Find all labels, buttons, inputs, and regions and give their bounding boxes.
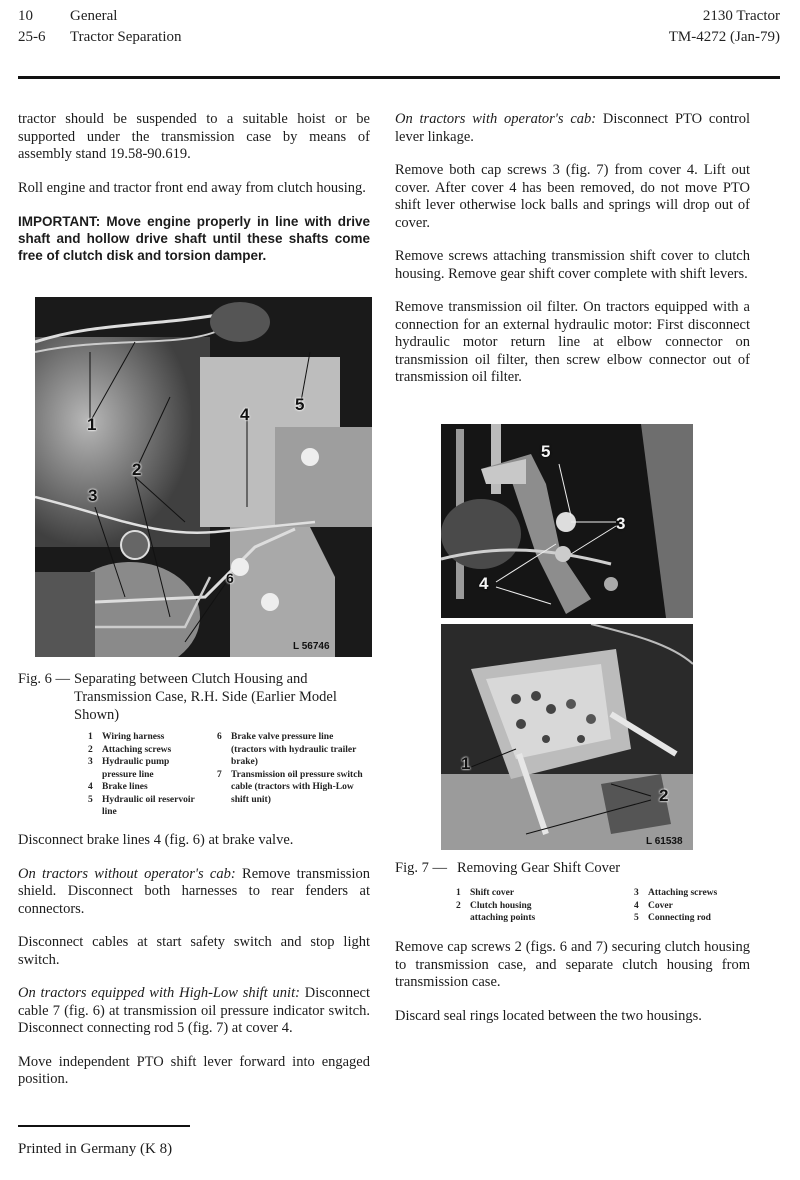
header-manual-code: TM-4272 (Jan-79) [668,29,780,45]
paragraph-roll-engine: Roll engine and tractor front end away from clutch housing. [18,179,366,196]
header-page-number: 25-6 [18,29,46,45]
fig6-callout-1: 1 [87,415,97,434]
important-note [18,213,370,264]
left-column-bottom [18,832,370,1105]
fig6-callout-4: 4 [240,405,250,424]
figure6-photo [35,297,372,657]
header-rule [18,76,780,79]
paragraph-high-low: On tractors equipped with High-Low shift unit: Disconnect cable 7 (fig. 6) at transmission oil pressure indicator switch. Disconnect connecting rod 5 (fig. 7) at cover 4. [18,985,370,1036]
legend-item: 1 Wiring harness [88,732,165,742]
fig7-callout-2: 2 [659,786,669,805]
fig7-photo-code: L 61538 [646,836,683,847]
fig6-callout-2: 2 [132,460,142,479]
legend-item: 5 Connecting rod [634,913,711,923]
legend-item: 3 Hydraulic pump pressure line [88,757,170,780]
paragraph-seal-rings: Discard seal rings located between the two housings. [395,1007,702,1024]
paragraph-oil-filter: Remove transmission oil filter. On tractors equipped with a connection for an external hydraulic motor: First disconnect hydraulic motor return line at elbow connector on transmission oil filter, then screw elbow connector out of transmission oil filter. [395,299,750,385]
figure6-legend-right [217,731,367,806]
important-label: IMPORTANT: [18,214,101,229]
paragraph-without-cab: On tractors without operator's cab: Remove transmission shield. Disconnect both harnesses to rear fenders at connectors. [18,865,370,917]
figure6-label: Fig. 6 — [18,671,70,687]
fig7-callout-1: 1 [461,754,471,773]
fig7-callout-3: 3 [616,514,626,533]
paragraph-safety-switch: Disconnect cables at start safety switch and stop light switch. [18,934,370,968]
fig6-callout-5: 5 [295,395,305,414]
legend-item: 6 Brake valve pressure line (tractors with hydraulic trailer brake) [217,732,357,767]
figure7-legend-left [456,887,566,925]
footer-rule [18,1125,190,1127]
figure7-caption [395,859,750,877]
fig6-callout-3: 3 [88,486,98,505]
paragraph-brake-lines: Disconnect brake lines 4 (fig. 6) at brake valve. [18,832,294,848]
header-page-title: Tractor Separation [70,29,182,45]
important-text: Move engine properly in line with drive shaft and hollow drive shaft until these shafts come free of clutch disk and torsion damper. [18,214,370,263]
figure7-photo-top [441,424,693,618]
figure6-caption-text: Separating between Clutch Housing and Transmission Case, R.H. Side (Earlier Model Shown) [74,671,337,723]
figure6-legend-left [88,731,206,819]
legend-item: 4 Brake lines [88,782,148,792]
fig6-photo-code: L 56746 [293,641,330,652]
right-column-bottom [395,939,750,1041]
fig7-callout-4: 4 [479,574,489,593]
header-section-number: 10 [18,8,33,24]
figure7-label: Fig. 7 — [395,860,447,876]
footer-print-note: Printed in Germany (K 8) [18,1141,173,1157]
header-section-title: General [70,8,118,24]
figure7-caption-text: Removing Gear Shift Cover [457,860,621,876]
legend-item: 7 Transmission oil pressure switch cable (tractors with High-Low shift unit) [217,769,363,805]
legend-item: 4 Cover [634,900,673,911]
paragraph-separate-housing: Remove cap screws 2 (figs. 6 and 7) securing clutch housing to transmission case, and separate clutch housing from transmission case. [395,939,750,990]
left-column-top [18,111,370,280]
legend-item: 5 Hydraulic oil reservoir line [88,794,195,817]
legend-item: 3 Attaching screws [634,888,718,898]
figure7-photo-bottom [441,624,693,850]
figure7-legend-right [634,887,754,925]
paragraph-with-cab: On tractors with operator's cab: Disconnect PTO control lever linkage. [395,111,750,145]
paragraph-hoist: tractor should be suspended to a suitable hoist or be supported under the transmission case by means of assembly stand 19.58-90.619. [18,111,370,162]
header-model: 2130 Tractor [702,8,780,24]
figure6-caption [18,670,373,724]
legend-item: 2 Clutch housing attaching points [456,900,536,923]
right-column-top [395,111,750,403]
paragraph-pto-lever: Move independent PTO shift lever forward into engaged position. [18,1053,370,1087]
paragraph-shift-cover: Remove screws attaching transmission shift cover to clutch housing. Remove gear shift cover complete with shift levers. [395,248,750,282]
paragraph-cap-screws: Remove both cap screws 3 (fig. 7) from cover 4. Lift out cover. After cover 4 has been removed, do not move PTO shift lever otherwise lock balls and springs will drop out of cover. [395,162,750,231]
legend-item: 1 Shift cover [456,888,515,898]
fig6-callout-6: 6 [226,570,234,586]
legend-item: 2 Attaching screws [88,744,172,755]
fig7-callout-5: 5 [541,442,551,461]
